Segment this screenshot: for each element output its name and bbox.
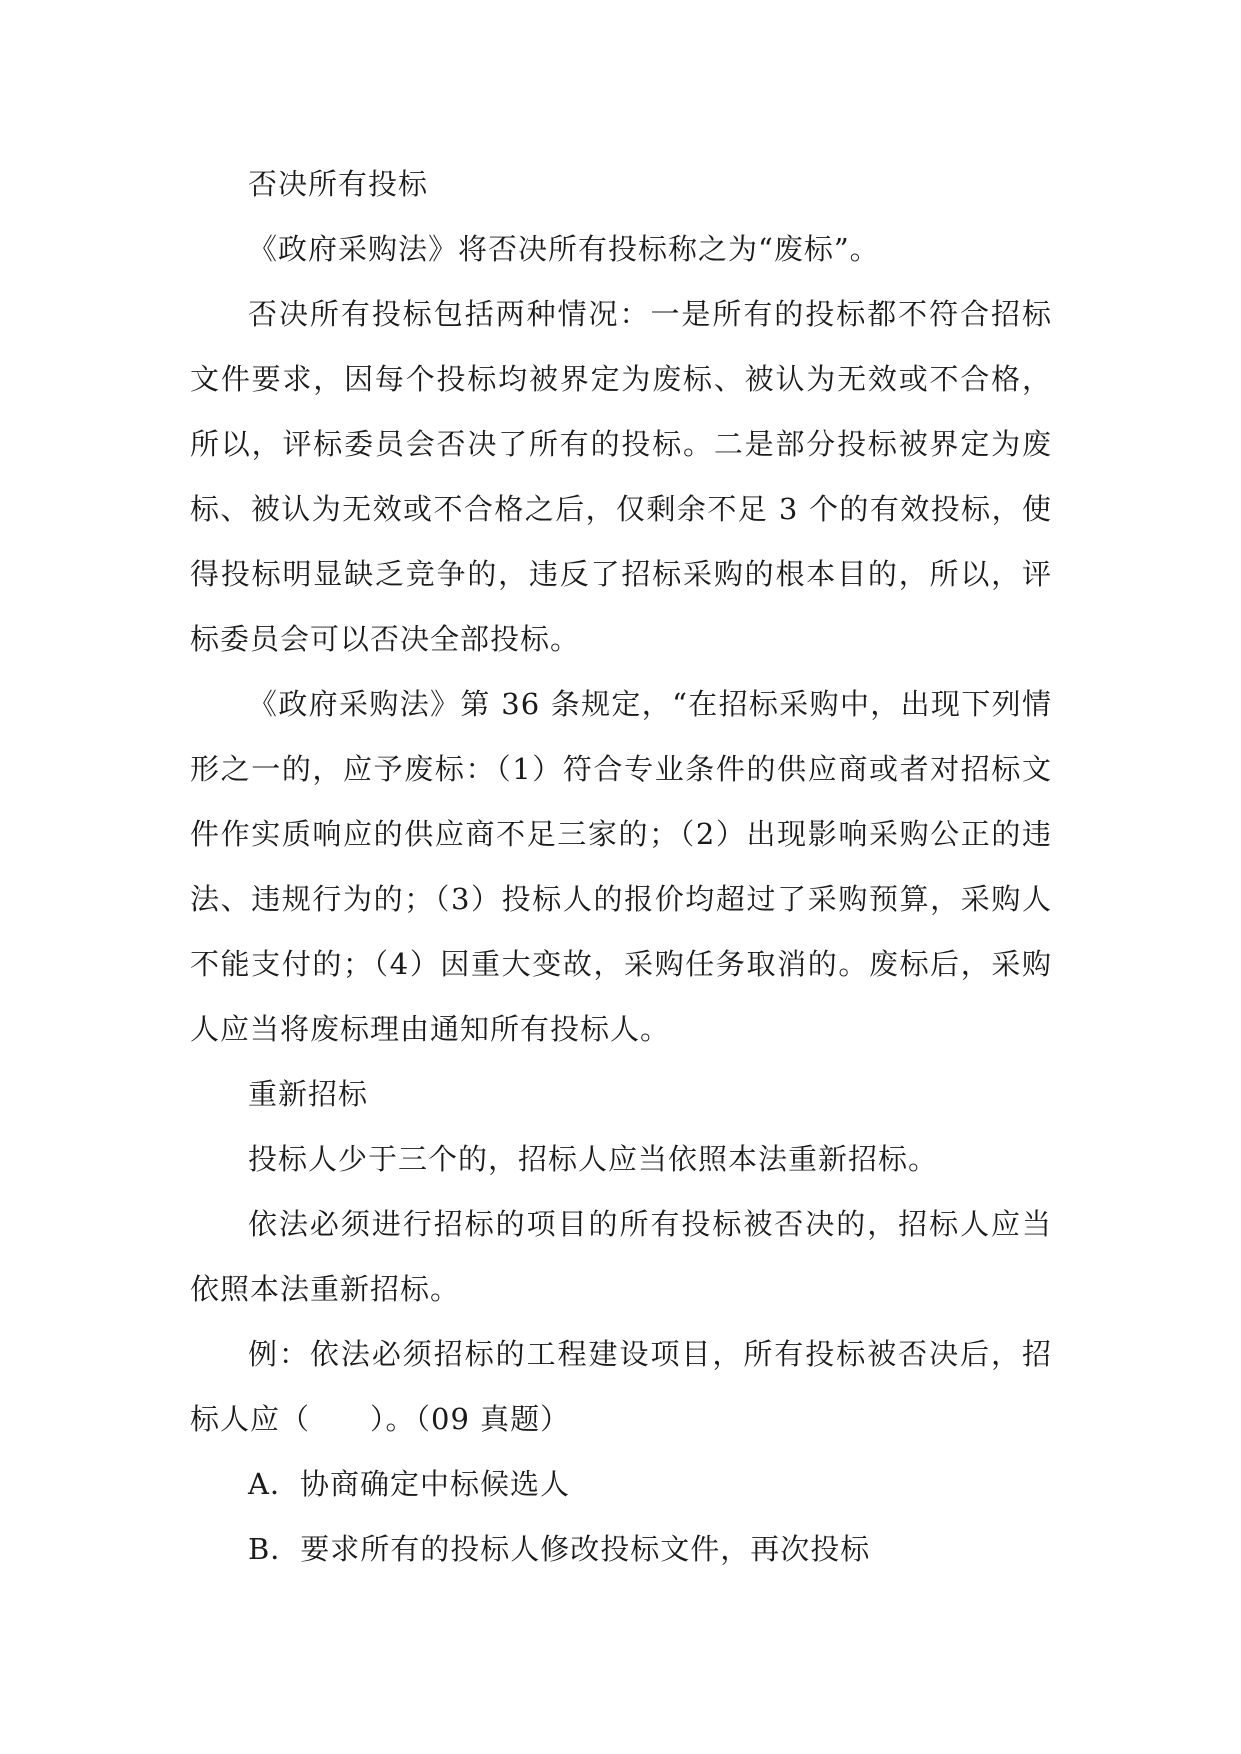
option-a: A．协商确定中标候选人: [248, 1467, 570, 1501]
section-heading-rebid: 重新招标: [248, 1077, 369, 1111]
paragraph-article-36: 《政府采购法》第 36 条规定，“在招标采购中，出现下列情形之一的，应予废标：（1）符合专业条件的供应商或者对招标文件作实质响应的供应商不足三家的；（2）出现影响采购公正的违法、违规行为的；（3）投标人的报价均超过了采购预算，采购人不能支付的；（4）因重大变故，采购任务取消的。废标后，采购人应当将废标理由通知所有投标人。: [190, 687, 1052, 1046]
document-page: [190, 152, 1052, 1582]
section-heading-reject-all: 否决所有投标: [248, 167, 429, 201]
paragraph-procurement-law-definition: 《政府采购法》将否决所有投标称之为“废标”。: [248, 232, 880, 266]
paragraph-all-rejected-rebid: 依法必须进行招标的项目的所有投标被否决的，招标人应当依照本法重新招标。: [190, 1207, 1052, 1306]
example-question: 例：依法必须招标的工程建设项目，所有投标被否决后，招标人应（ ）。（09 真题）: [190, 1337, 1052, 1436]
paragraph-two-situations: 否决所有投标包括两种情况：一是所有的投标都不符合招标文件要求，因每个投标均被界定为废标、被认为无效或不合格，所以，评标委员会否决了所有的投标。二是部分投标被界定为废标、被认为无效或不合格之后，仅剩余不足 3 个的有效投标，使得投标明显缺乏竞争的，违反了招标采购的根本目的，所以，评标委员会可以否决全部投标。: [190, 297, 1052, 656]
paragraph-fewer-than-three: 投标人少于三个的，招标人应当依照本法重新招标。: [248, 1142, 939, 1176]
option-b: B．要求所有的投标人修改投标文件，再次投标: [248, 1532, 871, 1566]
